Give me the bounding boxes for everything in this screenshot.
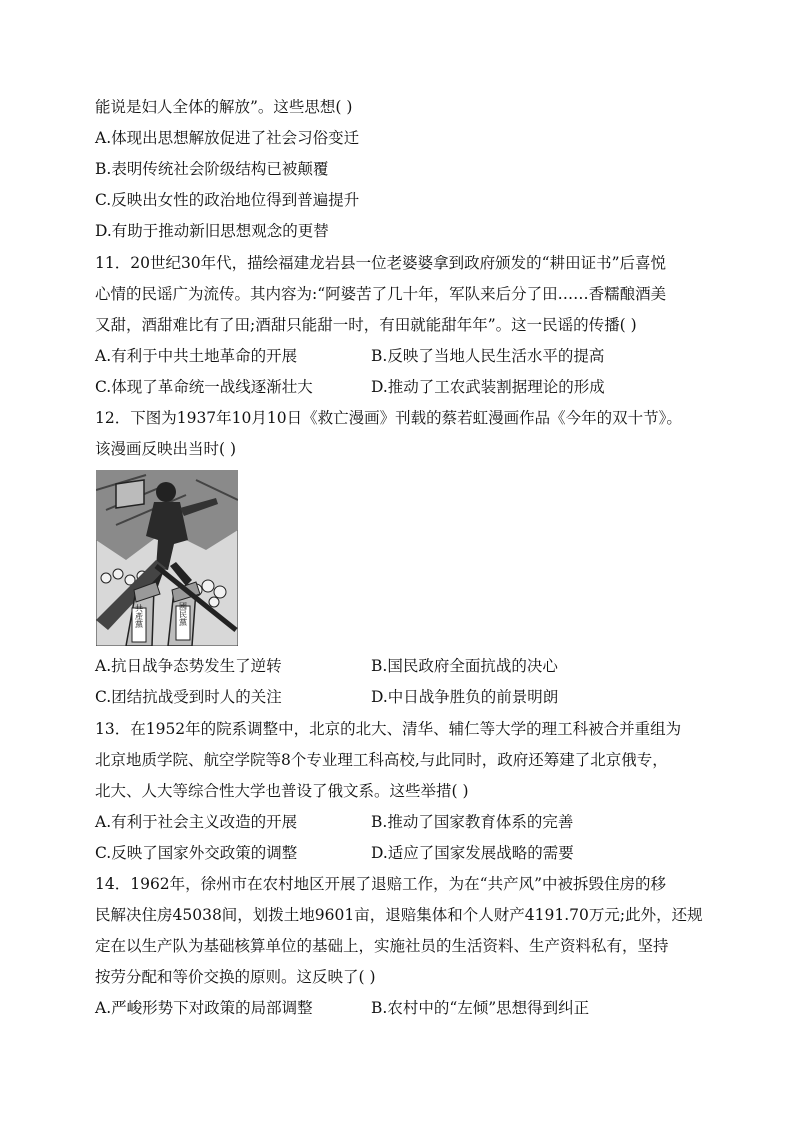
- q14-stem-line-3: 定在以生产队为基础核算单位的基础上，实施社员的生活资料、生产资料私有，坚持: [95, 937, 669, 955]
- q11-stem-line-1: 11．20世纪30年代，描绘福建龙岩县一位老婆婆拿到政府颁发的“耕田证书”后喜悦: [95, 254, 667, 272]
- q13-stem-line-1: 13．在1952年的院系调整中，北京的北大、清华、辅仁等大学的理工科被合并重组为: [95, 720, 682, 738]
- q11-option-a: A.有利于中共土地革命的开展: [95, 347, 298, 365]
- q10-option-a: A.体现出思想解放促进了社会习俗变迁: [95, 129, 360, 147]
- q12-stem-line-2: 该漫画反映出当时( ): [95, 440, 237, 458]
- q11-option-b: B.反映了当地人民生活水平的提高: [371, 347, 605, 365]
- q13-option-d: D.适应了国家发展战略的需要: [371, 844, 574, 862]
- q10-option-c: C.反映出女性的政治地位得到普遍提升: [95, 191, 360, 209]
- q13-option-c: C.反映了国家外交政策的调整: [95, 844, 298, 862]
- cartoon-right-banner-text: 國民黨: [178, 602, 188, 626]
- q13-option-b: B.推动了国家教育体系的完善: [371, 813, 574, 831]
- q12-option-a: A.抗日战争态势发生了逆转: [95, 657, 282, 675]
- q12-stem-line-1: 12．下图为1937年10月10日《救亡漫画》刊载的蔡若虹漫画作品《今年的双十节》。: [95, 409, 682, 427]
- q13-option-a: A.有利于社会主义改造的开展: [95, 813, 298, 831]
- q14-stem-line-2: 民解决住房45038间，划拨土地9601亩，退赔集体和个人财产4191.70万元;此外，还规: [95, 906, 703, 924]
- q12-option-b: B.国民政府全面抗战的决心: [371, 657, 558, 675]
- q11-stem-line-2: 心情的民谣广为流传。其内容为:“阿婆苦了几十年，军队来后分了田……香糯酿酒美: [95, 285, 667, 303]
- cartoon-flag: [116, 480, 144, 508]
- q12-option-c: C.团结抗战受到时人的关注: [95, 688, 282, 706]
- q10-stem-line: 能说是妇人全体的解放”。这些思想( ): [95, 98, 353, 116]
- cartoon-left-banner-text: 共產黨: [134, 604, 144, 628]
- q11-option-c: C.体现了革命统一战线逐渐壮大: [95, 378, 313, 396]
- q14-stem-line-4: 按劳分配和等价交换的原则。这反映了( ): [95, 968, 376, 986]
- q13-stem-line-2: 北京地质学院、航空学院等8个专业理工科高校,与此同时，政府还筹建了北京俄专，: [95, 751, 668, 769]
- cartoon-image: [96, 470, 238, 646]
- q14-option-b: B.农村中的“左倾”思想得到纠正: [371, 999, 590, 1017]
- q12-option-d: D.中日战争胜负的前景明朗: [371, 688, 559, 706]
- q13-stem-line-3: 北大、人大等综合性大学也普设了俄文系。这些举措( ): [95, 782, 469, 800]
- q14-option-a: A.严峻形势下对政策的局部调整: [95, 999, 313, 1017]
- q10-option-b: B.表明传统社会阶级结构已被颠覆: [95, 160, 329, 178]
- q11-stem-line-3: 又甜，酒甜难比有了田;酒甜只能甜一时，有田就能甜年年”。这一民谣的传播( ): [95, 316, 637, 334]
- q11-option-d: D.推动了工农武装割据理论的形成: [371, 378, 605, 396]
- q14-stem-line-1: 14．1962年，徐州市在农村地区开展了退赔工作，为在“共产风”中被拆毁住房的移: [95, 875, 667, 893]
- q10-option-d: D.有助于推动新旧思想观念的更替: [95, 222, 329, 240]
